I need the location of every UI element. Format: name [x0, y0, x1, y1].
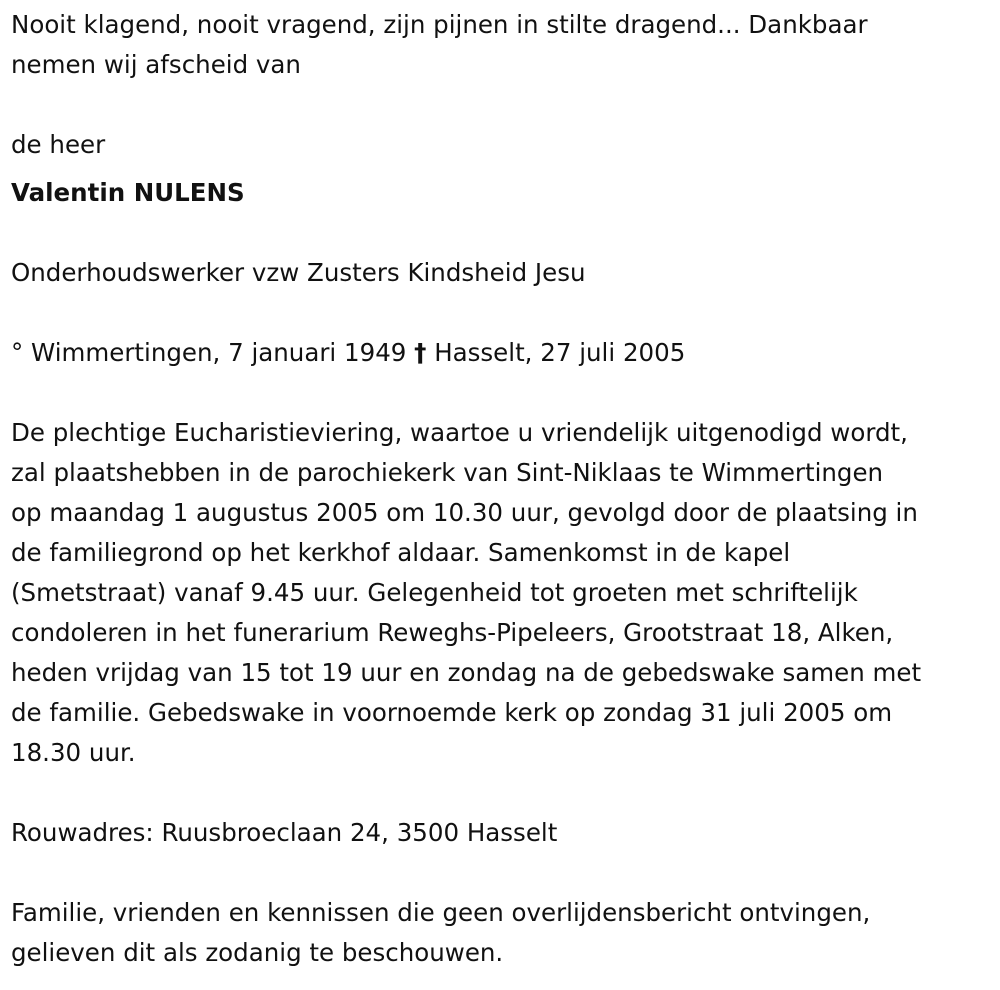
deceased-name: Valentin NULENS	[11, 178, 245, 207]
cross-icon: †	[414, 338, 427, 367]
ceremony-line: de familiegrond op het kerkhof aldaar. Samenkomst in de kapel	[11, 538, 791, 567]
ceremony-line: zal plaatshebben in de parochiekerk van Sint-Niklaas te Wimmertingen	[11, 458, 884, 487]
birth-marker: °	[11, 338, 24, 367]
ceremony-line: de familie. Gebedswake in voornoemde kerk op zondag 31 juli 2005 om	[11, 698, 893, 727]
intro-paragraph	[11, 5, 991, 85]
closing-line: Familie, vrienden en kennissen die geen overlijdensbericht ontvingen,	[11, 898, 871, 927]
ceremony-line: heden vrijdag van 15 tot 19 uur en zondag na de gebedswake samen met	[11, 658, 922, 687]
ceremony-line: De plechtige Eucharistieviering, waartoe u vriendelijk uitgenodigd wordt,	[11, 418, 908, 447]
life-dates	[11, 333, 991, 373]
birth-date-place: Wimmertingen, 7 januari 1949	[31, 338, 407, 367]
death-date-place: Hasselt, 27 juli 2005	[434, 338, 686, 367]
closing-line: gelieven dit als zodanig te beschouwen.	[11, 938, 504, 967]
intro-line: nemen wij afscheid van	[11, 50, 301, 79]
salutation: de heer	[11, 130, 106, 159]
ceremony-line: (Smetstraat) vanaf 9.45 uur. Gelegenheid tot groeten met schriftelijk	[11, 578, 858, 607]
occupation: Onderhoudswerker vzw Zusters Kindsheid Jesu	[11, 258, 586, 287]
ceremony-paragraph	[11, 413, 991, 773]
intro-line: Nooit klagend, nooit vragend, zijn pijnen in stilte dragend... Dankbaar	[11, 10, 868, 39]
ceremony-line: op maandag 1 augustus 2005 om 10.30 uur, gevolgd door de plaatsing in	[11, 498, 918, 527]
ceremony-line: condoleren in het funerarium Reweghs-Pipeleers, Grootstraat 18, Alken,	[11, 618, 894, 647]
ceremony-line: 18.30 uur.	[11, 738, 136, 767]
mourning-address: Rouwadres: Ruusbroeclaan 24, 3500 Hasselt	[11, 818, 558, 847]
closing-paragraph	[11, 893, 991, 973]
